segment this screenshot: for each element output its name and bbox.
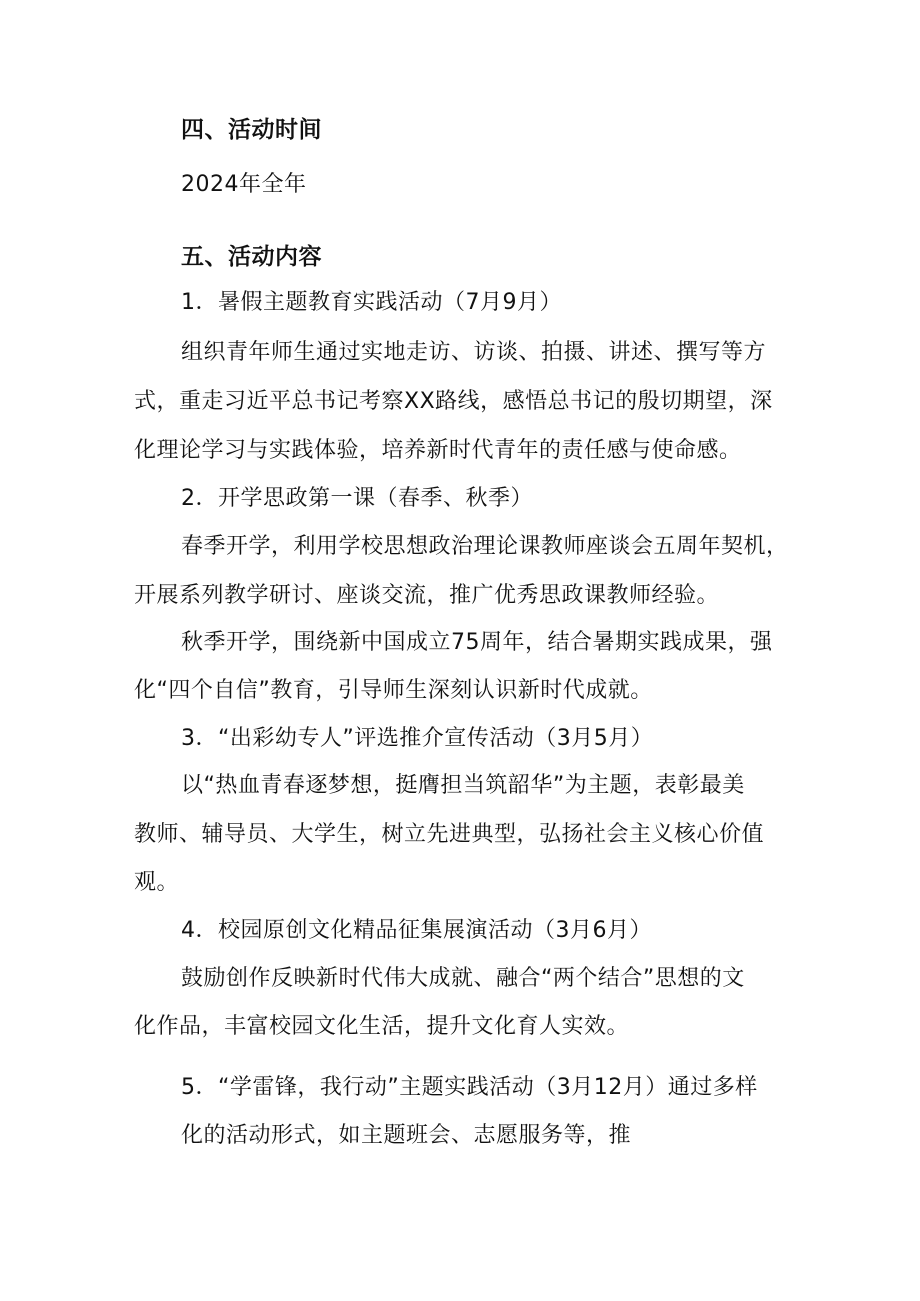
section4-heading: 四、活动时间 (181, 117, 322, 143)
item3-line1: 以“热血青春逐梦想，挺膺担当筑韶华”为主题，表彰最美 (181, 773, 745, 798)
item4-title: 4．校园原创文化精品征集展演活动（3月6月） (181, 918, 652, 943)
item5-title: 5．“学雷锋，我行动”主题实践活动（3月12月）通过多样 (181, 1075, 758, 1100)
section4-text: 2024年全年 (181, 172, 307, 197)
item2-line3: 秋季开学，围绕新中国成立75周年，结合暑期实践成果，强 (181, 630, 773, 655)
item3-line3: 观。 (134, 870, 180, 895)
item1-line3: 化理论学习与实践体验，培养新时代青年的责任感与使命感。 (134, 438, 742, 463)
item3-line2: 教师、辅导员、大学生，树立先进典型，弘扬社会主义核心价值 (134, 822, 765, 847)
item4-line1: 鼓励创作反映新时代伟大成就、融合“两个结合”思想的文 (181, 966, 745, 991)
item5-line1: 化的活动形式，如主题班会、志愿服务等，推 (181, 1123, 632, 1148)
item2-line1: 春季开学，利用学校思想政治理论课教师座谈会五周年契机， (181, 534, 789, 559)
item1-line2: 式，重走习近平总书记考察XX路线，感悟总书记的殷切期望，深 (134, 389, 773, 414)
item1-line1: 组织青年师生通过实地走访、访谈、拍摄、讲述、撰写等方 (181, 340, 767, 365)
item4-line2: 化作品，丰富校园文化生活，提升文化育人实效。 (134, 1014, 630, 1039)
item2-line2: 开展系列教学研讨、座谈交流，推广优秀思政课教师经验。 (134, 583, 720, 608)
item1-title: 1．暑假主题教育实践活动（7月9月） (181, 290, 562, 315)
section5-heading: 五、活动内容 (181, 244, 322, 270)
item2-line4: 化“四个自信”教育，引导师生深刻认识新时代成就。 (134, 678, 653, 703)
item2-title: 2．开学思政第一课（春季、秋季） (181, 486, 533, 511)
item3-title: 3．“出彩幼专人”评选推介宣传活动（3月5月） (181, 726, 654, 751)
